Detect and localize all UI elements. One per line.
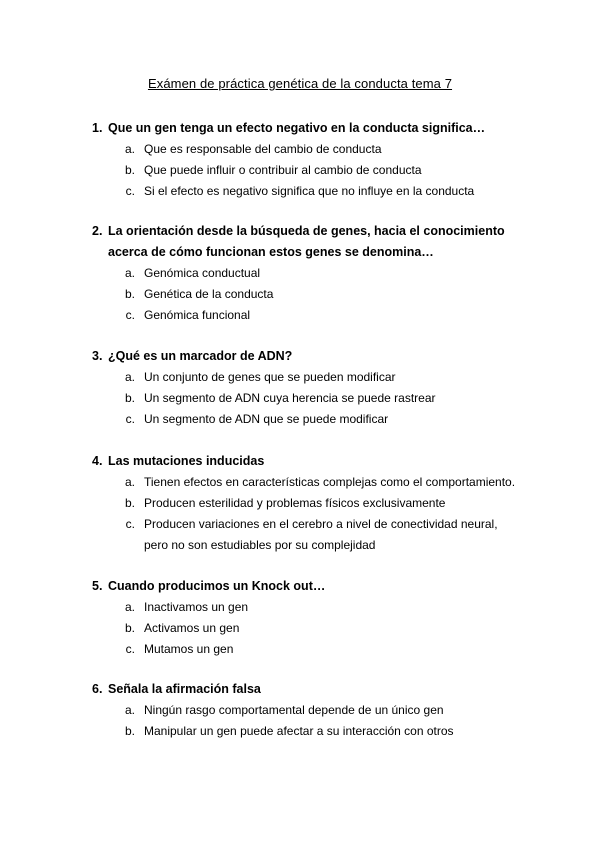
question-heading — [92, 118, 532, 139]
option-letter: a. — [124, 142, 135, 156]
option-letter: a. — [124, 703, 135, 717]
question-heading — [92, 451, 532, 472]
answer-option — [92, 721, 532, 742]
answer-option — [92, 388, 532, 409]
answer-option — [92, 493, 532, 514]
answer-list — [92, 597, 532, 660]
option-text: Genómica funcional — [144, 308, 251, 322]
option-text: Que puede influir o contribuir al cambio de conducta — [144, 163, 422, 177]
question-text: La orientación desde la búsqueda de genes, hacia el conocimiento acerca de cómo funcionan estos genes se denomina… — [108, 224, 505, 259]
option-text: Producen esterilidad y problemas físicos exclusivamente — [144, 496, 446, 510]
answer-list — [92, 263, 532, 326]
question-3 — [92, 346, 532, 430]
option-letter: a. — [124, 370, 135, 384]
question-2 — [92, 221, 532, 326]
option-letter: c. — [125, 412, 135, 426]
question-heading — [92, 346, 532, 367]
option-text: Un segmento de ADN cuya herencia se puede rastrear — [144, 391, 436, 405]
option-text: Ningún rasgo comportamental depende de un único gen — [144, 703, 444, 717]
answer-option — [92, 305, 532, 326]
answer-option — [92, 367, 532, 388]
answer-list — [92, 472, 532, 556]
question-1 — [92, 118, 532, 202]
option-letter: c. — [125, 308, 135, 322]
page-title: Exámen de práctica genética de la conducta tema 7 — [147, 76, 453, 91]
question-text: Cuando producimos un Knock out… — [108, 579, 326, 593]
option-letter: b. — [124, 287, 135, 301]
answer-option — [92, 597, 532, 618]
option-letter: c. — [125, 184, 135, 198]
option-text: Un conjunto de genes que se pueden modificar — [144, 370, 396, 384]
question-number: 6. — [92, 682, 103, 696]
option-text: Genómica conductual — [144, 266, 261, 280]
option-text: Mutamos un gen — [144, 642, 234, 656]
answer-option — [92, 514, 532, 556]
answer-option — [92, 618, 532, 639]
question-number: 5. — [92, 579, 103, 593]
answer-option — [92, 700, 532, 721]
question-number: 2. — [92, 224, 103, 238]
question-text: Que un gen tenga un efecto negativo en la conducta significa… — [108, 121, 486, 135]
option-letter: b. — [124, 163, 135, 177]
option-letter: b. — [124, 496, 135, 510]
option-letter: c. — [125, 642, 135, 656]
answer-list — [92, 367, 532, 430]
answer-option — [92, 160, 532, 181]
question-number: 1. — [92, 121, 103, 135]
answer-option — [92, 409, 532, 430]
option-text: Activamos un gen — [144, 621, 240, 635]
option-text: Un segmento de ADN que se puede modificar — [144, 412, 389, 426]
question-text: ¿Qué es un marcador de ADN? — [108, 349, 293, 363]
question-text: Señala la afirmación falsa — [108, 682, 261, 696]
option-text: Que es responsable del cambio de conducta — [144, 142, 382, 156]
question-4 — [92, 451, 532, 556]
answer-option — [92, 639, 532, 660]
option-text: Producen variaciones en el cerebro a nivel de conectividad neural, pero no son estudiables por su complejidad — [144, 517, 498, 552]
question-6 — [92, 679, 532, 742]
question-heading — [92, 679, 532, 700]
option-text: Genética de la conducta — [144, 287, 274, 301]
option-text: Tienen efectos en características complejas como el comportamiento. — [144, 475, 516, 489]
question-heading — [92, 576, 532, 597]
question-heading — [92, 221, 532, 263]
answer-option — [92, 472, 532, 493]
answer-list — [92, 139, 532, 202]
option-letter: a. — [124, 266, 135, 280]
question-number: 4. — [92, 454, 103, 468]
answer-option — [92, 284, 532, 305]
option-letter: c. — [125, 517, 135, 531]
answer-list — [92, 700, 532, 742]
option-text: Si el efecto es negativo significa que no influye en la conducta — [144, 184, 475, 198]
answer-option — [92, 263, 532, 284]
option-letter: a. — [124, 600, 135, 614]
answer-option — [92, 139, 532, 160]
question-text: Las mutaciones inducidas — [108, 454, 265, 468]
question-number: 3. — [92, 349, 103, 363]
option-letter: b. — [124, 391, 135, 405]
option-letter: b. — [124, 621, 135, 635]
option-letter: a. — [124, 475, 135, 489]
question-5 — [92, 576, 532, 660]
answer-option — [92, 181, 532, 202]
option-text: Inactivamos un gen — [144, 600, 249, 614]
option-letter: b. — [124, 724, 135, 738]
option-text: Manipular un gen puede afectar a su interacción con otros — [144, 724, 454, 738]
